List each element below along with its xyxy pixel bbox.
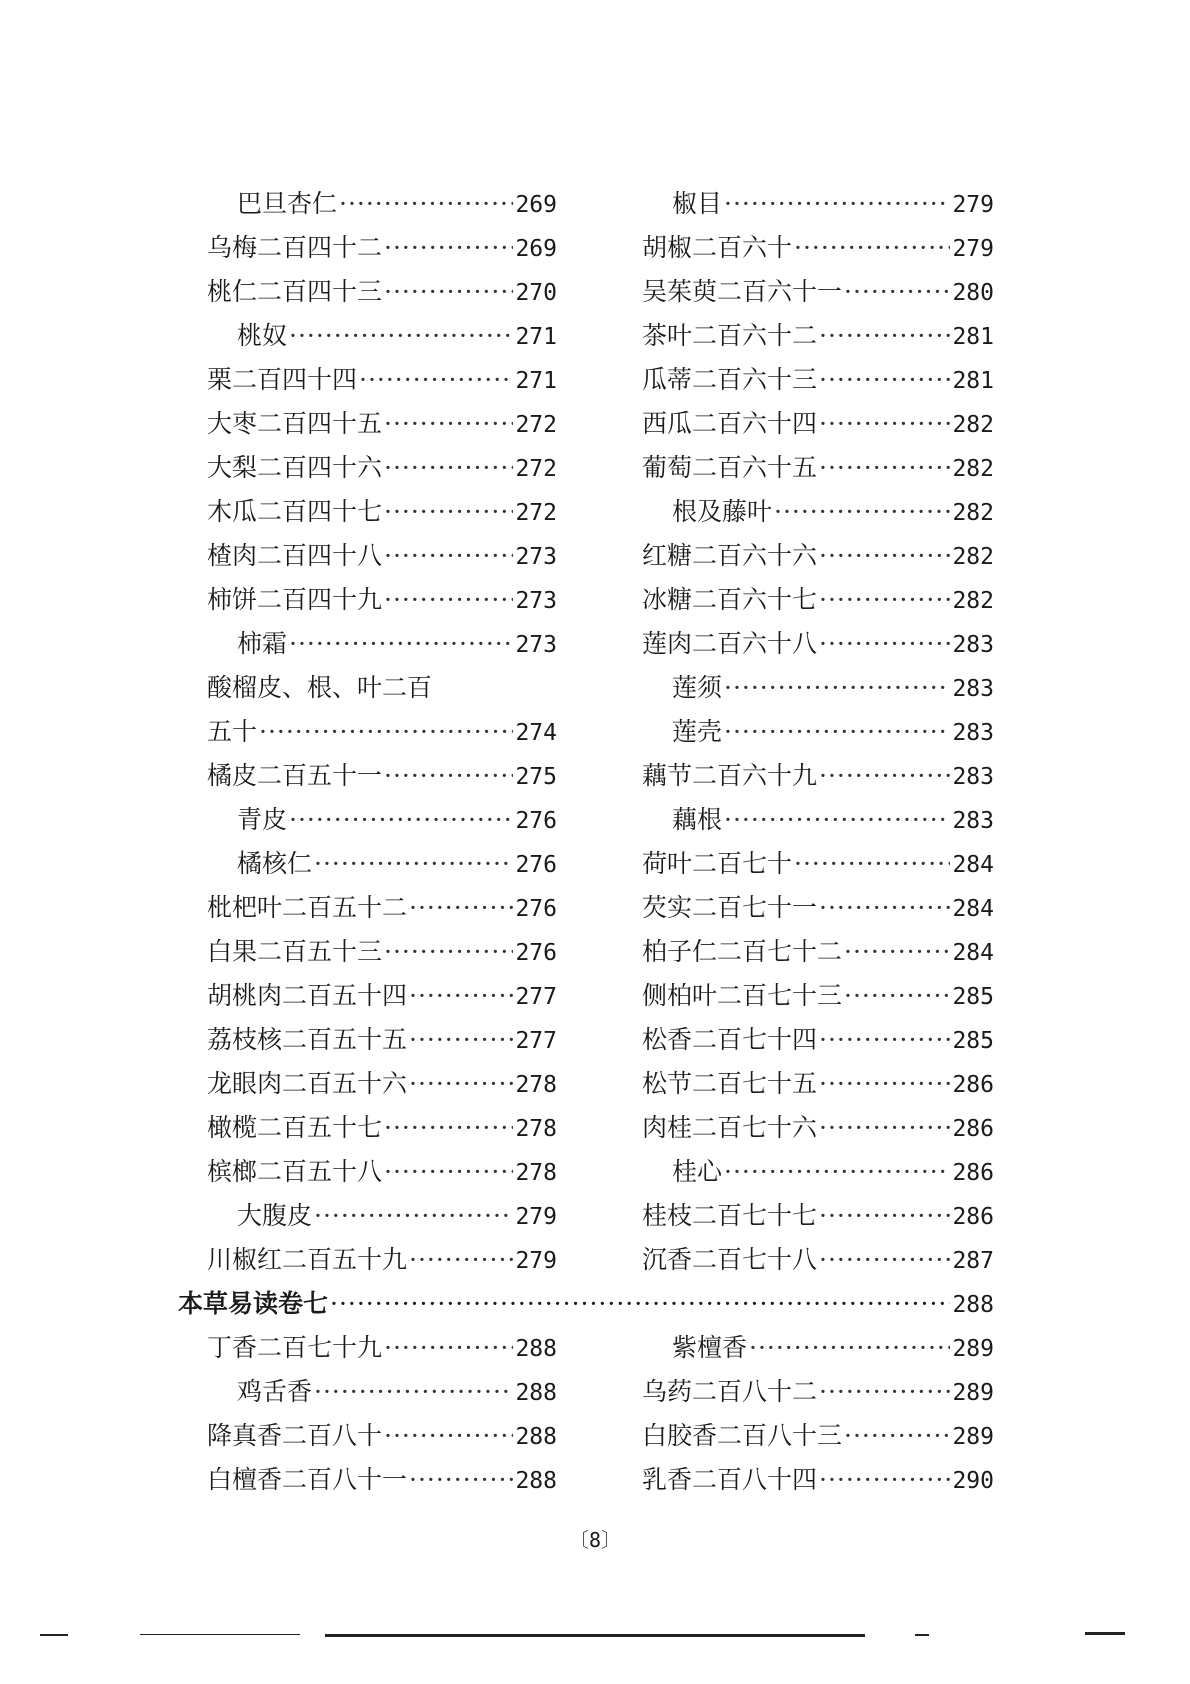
toc-entry-page: 274	[515, 720, 557, 746]
dot-leader	[259, 710, 513, 754]
toc-entry-name: 柏子仁二百七十二	[642, 937, 843, 966]
toc-entry[interactable]	[642, 666, 994, 710]
dot-leader	[384, 270, 513, 314]
dot-leader	[384, 754, 513, 798]
toc-entry[interactable]	[207, 930, 557, 974]
toc-entry[interactable]	[642, 886, 994, 930]
toc-entry-page: 286	[952, 1160, 994, 1186]
toc-entry[interactable]	[207, 622, 557, 666]
dot-leader	[724, 666, 950, 710]
scan-artifact-line	[140, 1634, 300, 1635]
toc-entry-name: 荷叶二百七十	[642, 849, 793, 878]
toc-entry-name: 沉香二百七十八	[642, 1245, 818, 1274]
dot-leader	[384, 1150, 513, 1194]
toc-entry-name: 肉桂二百七十六	[642, 1113, 818, 1142]
toc-entry-page: 273	[515, 632, 557, 658]
toc-column-left	[207, 182, 557, 1282]
toc-entry-name: 龙眼肉二百五十六	[207, 1069, 408, 1098]
toc-entry-page: 284	[952, 940, 994, 966]
toc-entry[interactable]	[642, 930, 994, 974]
dot-leader	[384, 490, 513, 534]
toc-entry[interactable]	[207, 1018, 557, 1062]
toc-entry[interactable]	[642, 1370, 994, 1414]
toc-entry-name: 桃仁二百四十三	[207, 277, 383, 306]
dot-leader	[724, 798, 950, 842]
toc-entry-page: 283	[952, 808, 994, 834]
dot-leader	[819, 1106, 950, 1150]
toc-entry-page: 285	[952, 1028, 994, 1054]
toc-entry-page: 271	[515, 368, 557, 394]
toc-entry-page: 289	[952, 1424, 994, 1450]
toc-entry-page: 273	[515, 588, 557, 614]
toc-entry-name: 松香二百七十四	[642, 1025, 818, 1054]
toc-entry-page: 269	[515, 192, 557, 218]
toc-entry-name: 栗二百四十四	[207, 365, 358, 394]
toc-entry-page: 289	[952, 1336, 994, 1362]
toc-entry-name: 白檀香二百八十一	[207, 1465, 408, 1494]
dot-leader	[819, 1458, 950, 1502]
toc-entry-page: 282	[952, 456, 994, 482]
dot-leader	[819, 314, 950, 358]
toc-entry-name: 桂枝二百七十七	[642, 1201, 818, 1230]
toc-entry-page: 288	[515, 1424, 557, 1450]
dot-leader	[844, 270, 950, 314]
toc-entry[interactable]	[207, 1414, 557, 1458]
toc-entry-page: 276	[515, 940, 557, 966]
toc-entry[interactable]	[207, 490, 557, 534]
toc-entry-name: 红糖二百六十六	[642, 541, 818, 570]
toc-entry[interactable]	[642, 402, 994, 446]
dot-leader	[384, 578, 513, 622]
toc-entry[interactable]	[642, 974, 994, 1018]
dot-leader	[384, 1414, 513, 1458]
toc-entry[interactable]	[642, 578, 994, 622]
toc-entry-name: 西瓜二百六十四	[642, 409, 818, 438]
toc-entry-page: 272	[515, 456, 557, 482]
toc-entry-name: 川椒红二百五十九	[207, 1245, 408, 1274]
toc-entry-page: 276	[515, 852, 557, 878]
toc-entry[interactable]	[642, 842, 994, 886]
toc-column-right-section	[642, 1326, 994, 1502]
toc-entry-name: 五十	[207, 717, 258, 746]
toc-entry[interactable]	[207, 1194, 557, 1238]
toc-entry[interactable]	[642, 182, 994, 226]
toc-entry-name: 橘皮二百五十一	[207, 761, 383, 790]
toc-entry[interactable]	[642, 314, 994, 358]
dot-leader	[384, 534, 513, 578]
dot-leader	[409, 974, 513, 1018]
toc-entry-page: 288	[515, 1468, 557, 1494]
toc-entry-page: 276	[515, 896, 557, 922]
toc-entry[interactable]	[642, 270, 994, 314]
toc-entry[interactable]	[642, 446, 994, 490]
toc-entry-name: 酸榴皮、根、叶二百	[207, 673, 433, 702]
scan-artifact-line	[40, 1634, 68, 1636]
toc-entry[interactable]	[207, 358, 557, 402]
toc-entry[interactable]	[642, 798, 994, 842]
toc-entry-page: 272	[515, 500, 557, 526]
toc-entry[interactable]	[642, 534, 994, 578]
dot-leader	[749, 1326, 950, 1370]
dot-leader	[314, 1194, 513, 1238]
toc-entry-page: 282	[952, 412, 994, 438]
dot-leader	[409, 1238, 513, 1282]
toc-entry[interactable]	[207, 1238, 557, 1282]
toc-entry-name: 芡实二百七十一	[642, 893, 818, 922]
toc-entry-name: 降真香二百八十	[207, 1421, 383, 1450]
dot-leader	[819, 1370, 950, 1414]
toc-entry-page: 286	[952, 1072, 994, 1098]
toc-entry-page: 272	[515, 412, 557, 438]
toc-entry-page: 283	[952, 764, 994, 790]
section-title: 本草易读卷七	[178, 1289, 329, 1318]
toc-entry-name: 大梨二百四十六	[207, 453, 383, 482]
toc-entry-name: 槟榔二百五十八	[207, 1157, 383, 1186]
toc-entry-page: 273	[515, 544, 557, 570]
toc-entry-name: 荔枝核二百五十五	[207, 1025, 408, 1054]
scan-artifact-line	[325, 1634, 865, 1637]
toc-entry-name: 柿饼二百四十九	[207, 585, 383, 614]
toc-entry[interactable]	[207, 578, 557, 622]
toc-entry-page: 285	[952, 984, 994, 1010]
toc-entry-name: 橄榄二百五十七	[207, 1113, 383, 1142]
dot-leader	[774, 490, 950, 534]
dot-leader	[844, 1414, 950, 1458]
toc-entry-page: 280	[952, 280, 994, 306]
toc-entry-page: 286	[952, 1116, 994, 1142]
toc-entry-name: 吴茱萸二百六十一	[642, 277, 843, 306]
toc-entry-name: 柿霜	[237, 629, 288, 658]
toc-entry-page: 279	[952, 192, 994, 218]
dot-leader	[819, 754, 950, 798]
toc-entry-page: 286	[952, 1204, 994, 1230]
toc-entry[interactable]	[642, 490, 994, 534]
toc-entry[interactable]	[207, 842, 557, 886]
dot-leader	[724, 1150, 950, 1194]
dot-leader	[330, 1282, 950, 1326]
dot-leader	[359, 358, 513, 402]
toc-entry-name: 巴旦杏仁	[237, 189, 338, 218]
dot-leader	[819, 534, 950, 578]
dot-leader	[409, 1458, 513, 1502]
toc-entry-page: 284	[952, 896, 994, 922]
toc-entry[interactable]	[207, 666, 557, 710]
dot-leader	[409, 1018, 513, 1062]
toc-entry[interactable]	[642, 1414, 994, 1458]
toc-entry[interactable]	[207, 974, 557, 1018]
toc-entry-page: 284	[952, 852, 994, 878]
toc-entry[interactable]	[642, 710, 994, 754]
toc-entry-name: 紫檀香	[672, 1333, 748, 1362]
toc-column-left-section	[207, 1326, 557, 1502]
dot-leader	[409, 1062, 513, 1106]
dot-leader	[844, 930, 950, 974]
toc-entry-page: 282	[952, 588, 994, 614]
toc-entry-name: 莲肉二百六十八	[642, 629, 818, 658]
dot-leader	[794, 842, 950, 886]
dot-leader	[794, 226, 950, 270]
toc-entry[interactable]	[642, 1018, 994, 1062]
dot-leader	[409, 886, 513, 930]
toc-entry[interactable]	[207, 1106, 557, 1150]
toc-entry-name: 丁香二百七十九	[207, 1333, 383, 1362]
dot-leader	[384, 1326, 513, 1370]
toc-entry[interactable]	[207, 446, 557, 490]
toc-entry[interactable]	[207, 402, 557, 446]
toc-entry[interactable]	[207, 270, 557, 314]
dot-leader	[314, 842, 513, 886]
toc-entry-name: 胡桃肉二百五十四	[207, 981, 408, 1010]
toc-entry-name: 侧柏叶二百七十三	[642, 981, 843, 1010]
toc-entry[interactable]	[642, 358, 994, 402]
dot-leader	[724, 182, 950, 226]
section-heading[interactable]	[178, 1282, 994, 1326]
toc-entry-name: 松节二百七十五	[642, 1069, 818, 1098]
dot-leader	[819, 622, 950, 666]
toc-entry-name: 藕节二百六十九	[642, 761, 818, 790]
dot-leader	[339, 182, 513, 226]
toc-entry-name: 茶叶二百六十二	[642, 321, 818, 350]
toc-entry-page: 271	[515, 324, 557, 350]
toc-entry-page: 288	[515, 1336, 557, 1362]
toc-entry[interactable]	[207, 182, 557, 226]
dot-leader	[819, 1062, 950, 1106]
toc-entry-page: 279	[515, 1248, 557, 1274]
toc-entry[interactable]	[207, 1326, 557, 1370]
dot-leader	[819, 402, 950, 446]
toc-entry-page: 279	[952, 236, 994, 262]
toc-entry[interactable]	[207, 226, 557, 270]
toc-column-right	[642, 182, 994, 1282]
toc-entry[interactable]	[207, 754, 557, 798]
toc-entry-name: 乌药二百八十二	[642, 1377, 818, 1406]
dot-leader	[819, 1018, 950, 1062]
toc-entry-name: 莲须	[672, 673, 723, 702]
toc-entry[interactable]	[207, 1150, 557, 1194]
toc-entry-name: 乌梅二百四十二	[207, 233, 383, 262]
toc-entry[interactable]	[642, 1238, 994, 1282]
toc-entry-page: 282	[952, 544, 994, 570]
toc-entry-page: 278	[515, 1160, 557, 1186]
dot-leader	[289, 622, 513, 666]
toc-entry-name: 桃奴	[237, 321, 288, 350]
dot-leader	[819, 578, 950, 622]
toc-entry[interactable]	[642, 1106, 994, 1150]
dot-leader	[384, 446, 513, 490]
toc-entry[interactable]	[642, 1194, 994, 1238]
dot-leader	[819, 1194, 950, 1238]
toc-entry-name: 胡椒二百六十	[642, 233, 793, 262]
scan-artifact-line	[1085, 1632, 1125, 1635]
dot-leader	[314, 1370, 513, 1414]
toc-entry-page: 287	[952, 1248, 994, 1274]
toc-entry-page: 279	[515, 1204, 557, 1230]
toc-entry-name: 葡萄二百六十五	[642, 453, 818, 482]
dot-leader	[819, 886, 950, 930]
toc-entry-page: 277	[515, 984, 557, 1010]
toc-entry-page: 283	[952, 676, 994, 702]
dot-leader	[819, 1238, 950, 1282]
dot-leader	[384, 226, 513, 270]
toc-entry-page: 289	[952, 1380, 994, 1406]
toc-entry-name: 木瓜二百四十七	[207, 497, 383, 526]
toc-entry-page: 275	[515, 764, 557, 790]
dot-leader	[384, 402, 513, 446]
toc-entry[interactable]	[207, 1458, 557, 1502]
toc-entry-name: 鸡舌香	[237, 1377, 313, 1406]
toc-entry-page: 270	[515, 280, 557, 306]
toc-entry[interactable]	[642, 1458, 994, 1502]
dot-leader	[384, 1106, 513, 1150]
dot-leader	[844, 974, 950, 1018]
toc-entry-name: 椒目	[672, 189, 723, 218]
toc-entry-name: 瓜蒂二百六十三	[642, 365, 818, 394]
toc-entry-name: 大腹皮	[237, 1201, 313, 1230]
toc-entry-name: 白胶香二百八十三	[642, 1421, 843, 1450]
toc-entry-name: 藕根	[672, 805, 723, 834]
toc-entry-name: 冰糖二百六十七	[642, 585, 818, 614]
toc-entry-page: 278	[515, 1116, 557, 1142]
toc-entry[interactable]	[207, 710, 557, 754]
scan-artifact-line	[915, 1634, 929, 1636]
toc-entry-name: 枇杷叶二百五十二	[207, 893, 408, 922]
toc-entry-page: 281	[952, 324, 994, 350]
toc-entry[interactable]	[207, 886, 557, 930]
toc-entry-name: 桂心	[672, 1157, 723, 1186]
toc-entry[interactable]	[207, 1370, 557, 1414]
dot-leader	[384, 930, 513, 974]
toc-entry[interactable]	[642, 754, 994, 798]
dot-leader	[289, 314, 513, 358]
toc-entry-page: 283	[952, 720, 994, 746]
page-number: 〔8〕	[568, 1528, 622, 1552]
dot-leader	[819, 446, 950, 490]
dot-leader	[819, 358, 950, 402]
toc-entry[interactable]	[207, 534, 557, 578]
toc-entry-page: 283	[952, 632, 994, 658]
toc-entry-page: 288	[515, 1380, 557, 1406]
toc-entry-name: 大枣二百四十五	[207, 409, 383, 438]
toc-entry-name: 楂肉二百四十八	[207, 541, 383, 570]
toc-entry[interactable]	[642, 622, 994, 666]
toc-entry-page: 281	[952, 368, 994, 394]
dot-leader	[724, 710, 950, 754]
toc-entry[interactable]	[207, 1062, 557, 1106]
toc-entry[interactable]	[642, 1062, 994, 1106]
dot-leader	[289, 798, 513, 842]
toc-entry-name: 白果二百五十三	[207, 937, 383, 966]
toc-entry-name: 乳香二百八十四	[642, 1465, 818, 1494]
toc-entry-name: 根及藤叶	[672, 497, 773, 526]
toc-entry[interactable]	[207, 314, 557, 358]
toc-entry[interactable]	[642, 226, 994, 270]
toc-entry-page: 282	[952, 500, 994, 526]
toc-entry-name: 青皮	[237, 805, 288, 834]
toc-entry-page: 290	[952, 1468, 994, 1494]
section-page-number: 288	[952, 1292, 994, 1318]
toc-entry[interactable]	[207, 798, 557, 842]
toc-entry-page: 269	[515, 236, 557, 262]
toc-entry-name: 橘核仁	[237, 849, 313, 878]
toc-entry-page: 277	[515, 1028, 557, 1054]
toc-entry[interactable]	[642, 1326, 994, 1370]
toc-entry-page: 276	[515, 808, 557, 834]
toc-entry-page: 278	[515, 1072, 557, 1098]
toc-entry[interactable]	[642, 1150, 994, 1194]
toc-entry-name: 莲壳	[672, 717, 723, 746]
